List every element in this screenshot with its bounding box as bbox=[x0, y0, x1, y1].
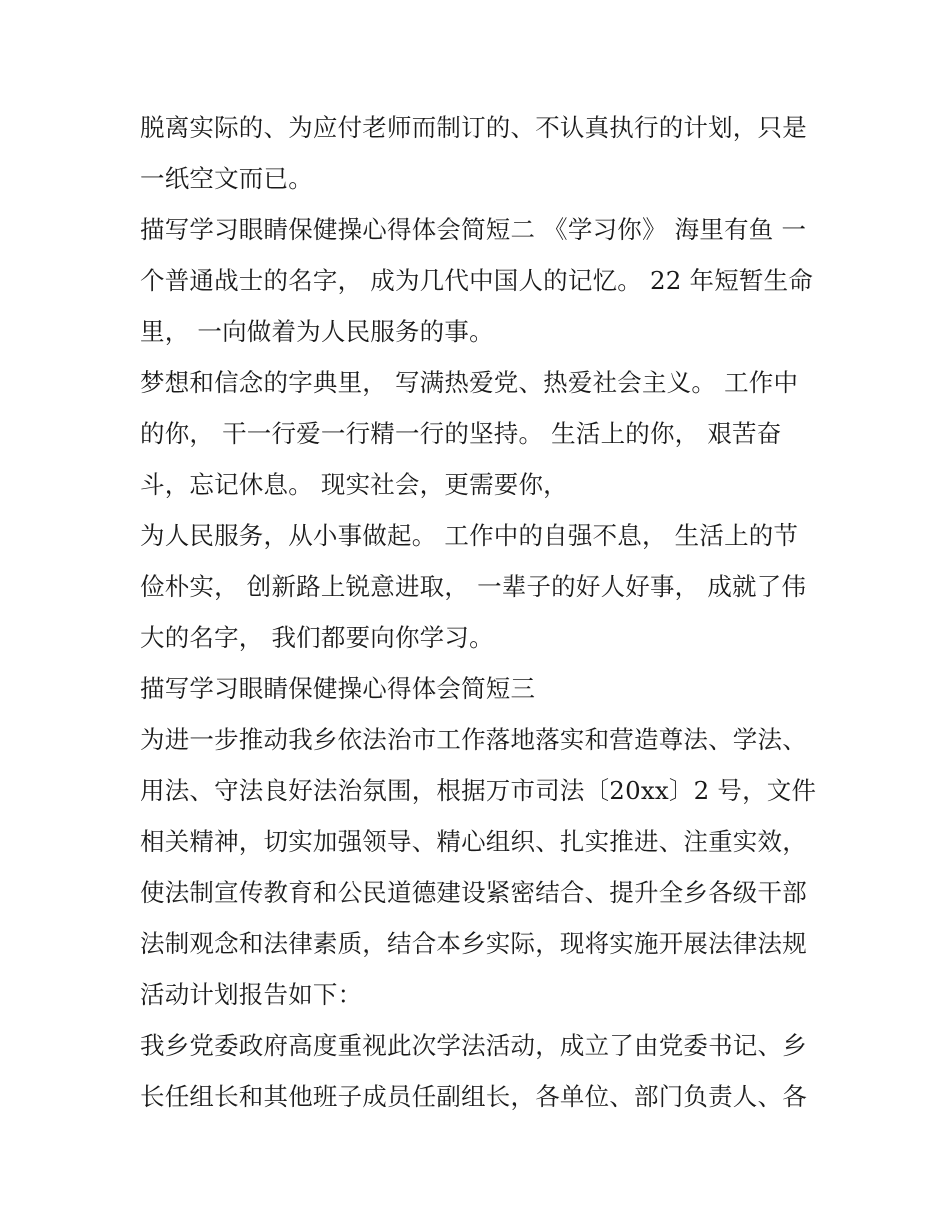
text-line: 长任组长和其他班子成员任副组长，各单位、部门负责人、各 bbox=[140, 1082, 807, 1111]
text-line: 的你， 干一行爱一行精一行的坚持。 生活上的你， 艰苦奋 bbox=[140, 419, 782, 448]
text-line: 描写学习眼睛保健操心得体会简短二 《学习你》 海里有鱼 一 bbox=[140, 215, 807, 244]
text-line: 活动计划报告如下： bbox=[140, 980, 363, 1009]
text-line: 相关精神，切实加强领导、精心组织、扎实推进、注重实效， bbox=[140, 827, 807, 856]
text-line: 为进一步推动我乡依法治市工作落地落实和营造尊法、学法、 bbox=[140, 725, 807, 754]
text-line: 个普通战士的名字， 成为几代中国人的记忆。 22 年短暂生命 bbox=[140, 266, 814, 295]
text-line: 用法、守法良好法治氛围，根据万市司法〔20xx〕2 号，文件 bbox=[140, 776, 817, 805]
section-heading: 描写学习眼睛保健操心得体会简短三 bbox=[140, 674, 536, 703]
text-line: 使法制宣传教育和公民道德建设紧密结合、提升全乡各级干部 bbox=[140, 878, 807, 907]
text-line: 一纸空文而已。 bbox=[140, 164, 313, 193]
text-line: 我乡党委政府高度重视此次学法活动，成立了由党委书记、乡 bbox=[140, 1031, 807, 1060]
text-line: 里， 一向做着为人民服务的事。 bbox=[140, 317, 494, 346]
text-line: 大的名字， 我们都要向你学习。 bbox=[140, 623, 494, 652]
text-line: 为人民服务，从小事做起。 工作中的自强不息， 生活上的节 bbox=[140, 521, 799, 550]
text-line: 法制观念和法律素质，结合本乡实际，现将实施开展法律法规 bbox=[140, 929, 807, 958]
text-line: 俭朴实， 创新路上锐意进取， 一辈子的好人好事， 成就了伟 bbox=[140, 572, 807, 601]
text-line: 斗，忘记休息。 现实社会，更需要你， bbox=[140, 470, 568, 499]
text-line: 梦想和信念的字典里， 写满热爱党、热爱社会主义。 工作中 bbox=[140, 368, 799, 397]
text-line: 脱离实际的、为应付老师而制订的、不认真执行的计划，只是 bbox=[140, 113, 807, 142]
